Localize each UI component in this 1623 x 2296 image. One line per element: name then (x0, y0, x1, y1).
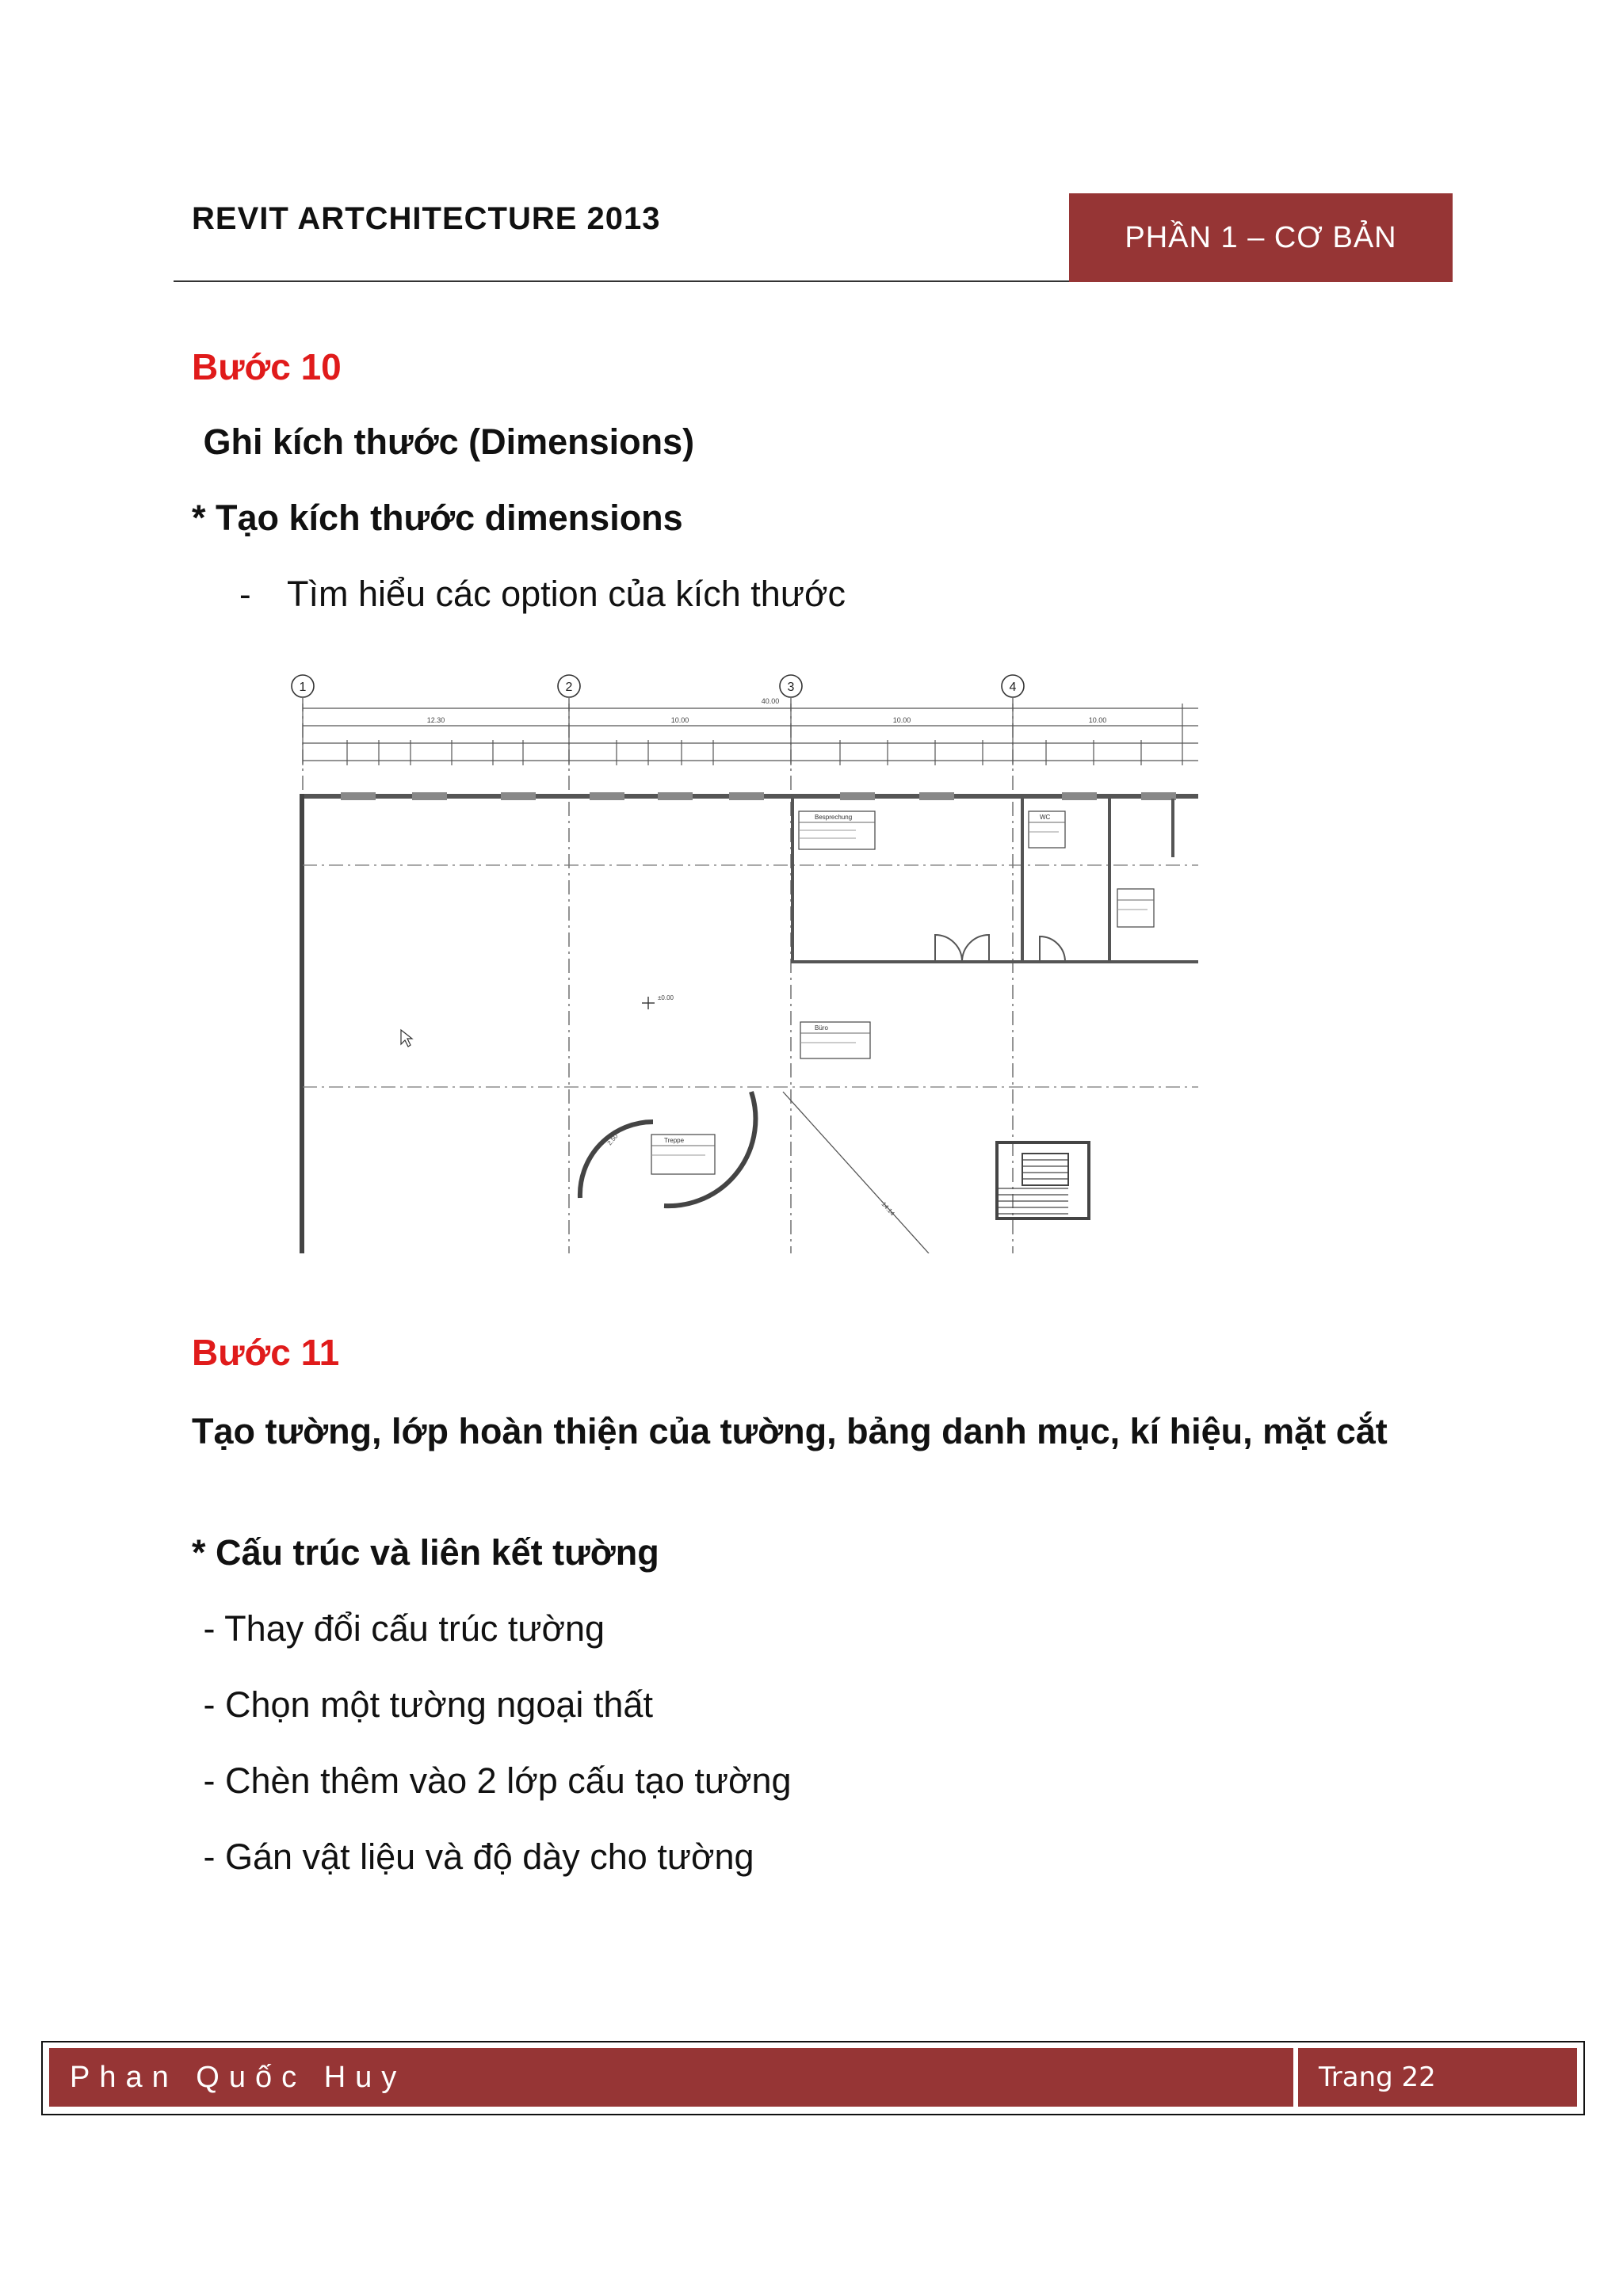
top-wall (303, 792, 1198, 800)
tag-wc: WC (1040, 814, 1051, 821)
spot-label: ±0.00 (658, 994, 674, 1001)
step-11-item-3: - Chèn thêm vào 2 lớp cấu tạo tường (193, 1760, 792, 1801)
dim-bay-4: 10.00 (1088, 716, 1107, 724)
step-11-item-1: - Thay đổi cấu trúc tường (193, 1608, 605, 1649)
diag-dim: 14.14 (880, 1200, 896, 1218)
footer-author: Phan Quốc Huy (70, 2060, 407, 2094)
dim-bay-3: 10.00 (892, 716, 911, 724)
arc-dim: 2.50 (605, 1132, 620, 1147)
part-label: PHẦN 1 – CƠ BẢN (1125, 220, 1397, 254)
grid-label-3: 3 (787, 681, 795, 694)
floor-plan-figure (285, 667, 1198, 1253)
step-10-heading: Ghi kích thước (Dimensions) (193, 421, 695, 462)
dim-bay-2: 10.00 (670, 716, 689, 724)
step-10-title: Bước 10 (192, 346, 342, 387)
bullet-dash: - (239, 575, 251, 614)
step-11-item-4: - Gán vật liệu và độ dày cho tường (193, 1836, 754, 1877)
grid-label-2: 2 (565, 681, 573, 694)
footer-author-bar (49, 2048, 1293, 2107)
footer-page-bar (1298, 2048, 1577, 2107)
left-wall (300, 794, 304, 1253)
footer-page: Trang 22 (1319, 2061, 1436, 2093)
grid-label-1: 1 (299, 681, 307, 694)
step-10-item: Tìm hiểu các option của kích thước (287, 574, 846, 614)
dim-total: 40.00 (761, 697, 780, 705)
dim-bay-1: 12.30 (426, 716, 445, 724)
tag-besprechung: Besprechung (815, 814, 853, 821)
step-11-heading: Tạo tường, lớp hoàn thiện của tường, bảng danh mục, kí hiệu, mặt cắt (192, 1411, 1388, 1451)
step-11-item-2: - Chọn một tường ngoại thất (193, 1684, 653, 1725)
tag-treppe: Treppe (664, 1137, 685, 1144)
step-11-subheading: * Cấu trúc và liên kết tường (192, 1532, 659, 1573)
step-11-title: Bước 11 (192, 1332, 340, 1373)
grid-label-4: 4 (1009, 681, 1017, 694)
header-rule (174, 280, 1069, 282)
document-title: REVIT ARTCHITECTURE 2013 (192, 201, 661, 236)
step-10-subheading: * Tạo kích thước dimensions (192, 498, 683, 538)
tag-buero: Büro (815, 1024, 828, 1032)
part-badge (1069, 193, 1453, 282)
